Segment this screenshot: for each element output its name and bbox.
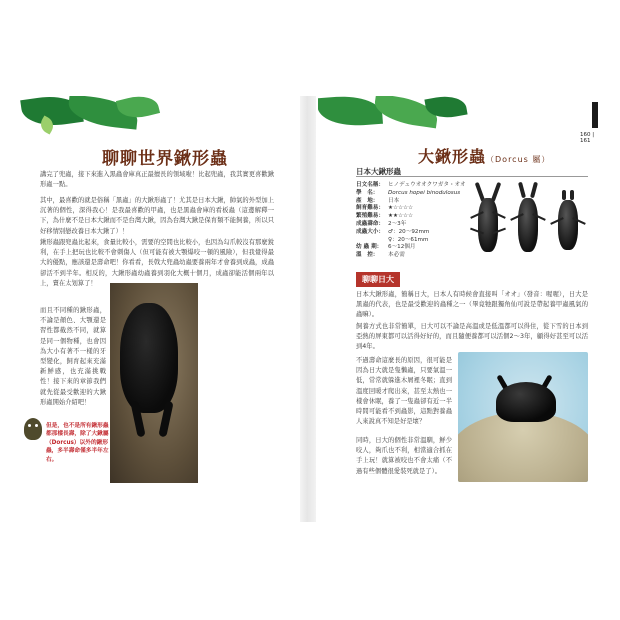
stag-beetle-photo [110, 283, 198, 483]
leaf-decoration [18, 96, 158, 130]
callout-text: 但是，也不是所有鍬形蟲都那樣長壽，除了大鍬屬（Dorcus）以外的鍬形蟲，多半壽命僅多半年左右。 [46, 423, 109, 463]
info-row: 溫 控： 本必需 [356, 252, 405, 259]
specimen-male-small [510, 180, 546, 256]
japanese-stag-beetle-photo [458, 352, 588, 482]
specimen-photos [470, 176, 588, 258]
beetle-mascot-icon [24, 418, 42, 440]
info-row: 繁殖難易： ★★☆☆☆ [356, 213, 414, 220]
info-row: 幼 蟲 期： 6～12個月 [356, 244, 416, 251]
leaf-decoration [318, 96, 468, 130]
title-text: 大鍬形蟲 [418, 147, 487, 166]
species-info-table [356, 182, 468, 260]
info-row: 學 名： Dorcus hopei binodulosus [356, 189, 461, 196]
section-tag: 聊聊日大 [356, 272, 400, 287]
info-row: 日文名稱： ヒノデュウオオクワガタ・オオ [356, 182, 466, 188]
info-row: ♀：20～61mm [388, 236, 429, 243]
paragraph: 講完了兜蟲，接下來進入黑蟲會庫真正最擅長的領域啦！比起兜蟲，我其實更喜歡鍬形蟲一點。 [40, 171, 274, 189]
paragraph: 日本大鍬形蟲，簡稱日大，日本人有時候會直接叫「オオ」（發音：喔喔），日大是黑蟲的代表，也是最受歡迎的蟲種之一（畢竟牠跟獨角仙可說是帶起養甲蟲風氣的蟲嘛）。 [356, 291, 588, 319]
paragraph: 飼養方式也非常簡單，日大可以不論是高溫或是低溫都可以得住，從下雪的日本到亞熱的屏東都可以活得好好的，而且隨便養都可以活個2～3年，顧得好甚至可以活到4年。 [356, 323, 588, 351]
chapter-tab [592, 102, 598, 128]
info-row: 飼育難易： ★☆☆☆☆ [356, 205, 414, 212]
info-row: 產 地： 日本 [356, 197, 400, 204]
paragraph: 其中，最喜歡的就是俗稱「黑蟲」的大鍬形蟲了！尤其是日本大鍬，帥氣的外型加上沉著的個性，深得我心！是我最喜歡的甲蟲，也是黑蟲會庫的看板蟲（這邊解釋一下，為什麼不是日本大鍬而不是台灣大鍬，因為台灣大鍬是保育類不能飼養，所以只好移情別戀改養日本大鍬了）！ [40, 197, 274, 235]
paragraph: 同時，日大的個性非常溫馴，鮮少咬人，夠爪也不利，相當適合抓在手上玩！就算被咬也不會太痛（不過有些個體很愛裝死就是了）。 [356, 437, 452, 475]
species-heading: 日本大鍬形蟲 [356, 167, 401, 176]
book-gutter [300, 96, 316, 522]
left-page [18, 96, 298, 522]
specimen-male-large [470, 180, 506, 256]
paragraph: 鍬形蟲跟兜蟲比起來，食量比較小，需要的空間也比較小，也因為勾爪較沒有那麼銳利，在手上把玩也比較不會刺傷人（但可能有被大顎爆咬一頓的風險），但我覺得最大的優點，應該還是壽命吧！你看看，長戟大兜蟲幼蟲要養兩年才會養到成蟲，成蟲卻活不到半年。相反的，大鍬形蟲幼蟲養到羽化大概十個月，成蟲卻能活個兩年以上，賣在太划算了！ [40, 239, 274, 287]
info-row: 成蟲壽命： 2～3年 [356, 220, 407, 227]
title-scientific: （Dorcus 屬） [486, 155, 551, 164]
page-title: 聊聊世界鍬形蟲 [102, 149, 228, 169]
paragraph: 而且不同種的鍬形蟲，不論是顏色、大顎還是習性都截然不同，就算是同一個物種，也會因為大小有著不一樣的牙型變化，飼育起來充滿新鮮感，也充滿挑戰性！接下來的章節我們就先從最受歡迎的大鍬形蟲開始介紹吧！ [40, 307, 106, 406]
specimen-female [550, 180, 586, 256]
info-row: 成蟲大小： ♂：20～92mm [356, 228, 430, 235]
right-page [318, 96, 601, 522]
paragraph: 不過壽命這麼長的原因，很可能是因為日大就是隻懶蟲，只要氣溫一低，常常就躲進木屑裡冬眠；直到溫度回暖才爬出來，甚至太熱也一樣會休眠，養了一隻蟲卻有近一半時間可能看不到蟲影，這點對養蟲人來說真不知是好是壞？ [356, 357, 452, 426]
page-title [418, 144, 550, 167]
page-number: 160 | 161 [580, 132, 595, 144]
